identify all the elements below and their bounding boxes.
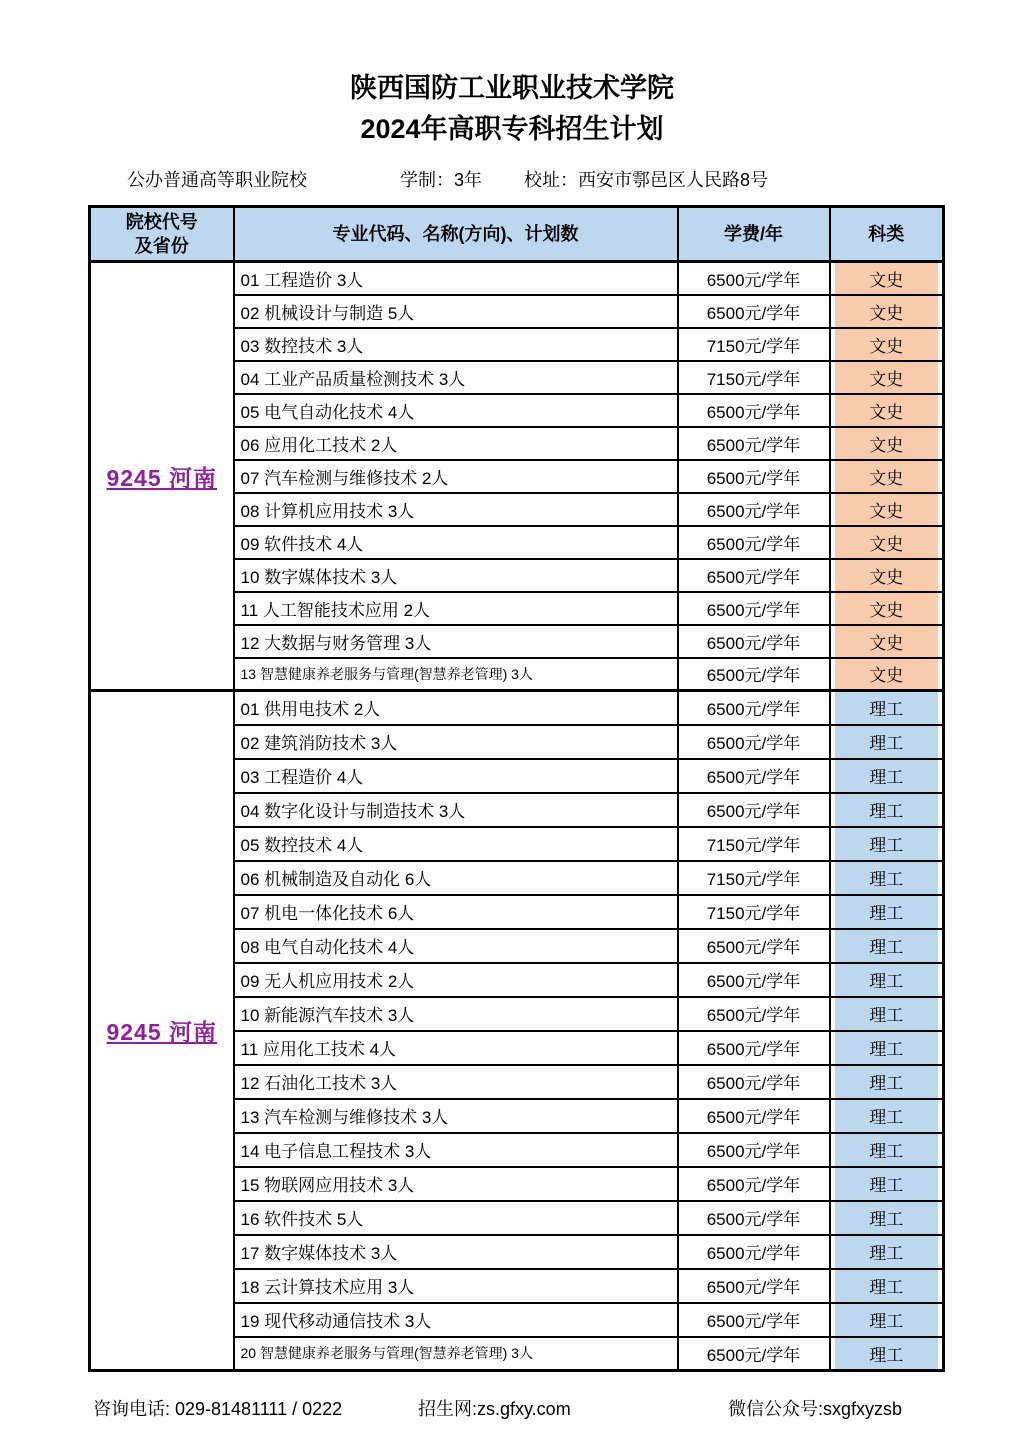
fee-cell: 6500元/学年 — [678, 1133, 830, 1167]
fee-cell: 6500元/学年 — [678, 691, 830, 725]
major-cell: 01 工程造价 3人 — [234, 262, 678, 295]
admission-plan-table — [88, 205, 945, 1372]
admission-website: 招生网:zs.gfxy.com — [418, 1399, 571, 1419]
school-address: 校址：西安市鄠邑区人民路8号 — [524, 170, 769, 190]
school-type: 公办普通高等职业院校 — [127, 170, 307, 190]
fee-cell: 6500元/学年 — [678, 295, 830, 328]
major-cell: 04 工业产品质量检测技术 3人 — [234, 361, 678, 394]
table-header-row — [90, 207, 944, 262]
plan-title: 2024年高职专科招生计划 — [360, 114, 664, 144]
fee-cell: 6500元/学年 — [678, 1235, 830, 1269]
category-cell: 理工 — [830, 1337, 944, 1371]
category-cell: 文史 — [830, 394, 944, 427]
fee-cell: 7150元/学年 — [678, 861, 830, 895]
major-cell: 16 软件技术 5人 — [234, 1201, 678, 1235]
category-cell: 理工 — [830, 1269, 944, 1303]
college-code-label: 9245 河南 — [106, 1019, 218, 1045]
major-cell: 13 智慧健康养老服务与管理(智慧养老管理) 3人 — [234, 658, 678, 691]
category-cell: 理工 — [830, 759, 944, 793]
fee-cell: 6500元/学年 — [678, 625, 830, 658]
wechat-account: 微信公众号:sxgfxyzsb — [728, 1399, 903, 1419]
category-cell: 理工 — [830, 793, 944, 827]
major-cell: 18 云计算技术应用 3人 — [234, 1269, 678, 1303]
major-cell: 10 新能源汽车技术 3人 — [234, 997, 678, 1031]
fee-cell: 6500元/学年 — [678, 658, 830, 691]
category-cell: 理工 — [830, 1303, 944, 1337]
major-cell: 07 机电一体化技术 6人 — [234, 895, 678, 929]
category-cell: 文史 — [830, 427, 944, 460]
table-body — [90, 262, 944, 1371]
major-cell: 12 大数据与财务管理 3人 — [234, 625, 678, 658]
fee-cell: 6500元/学年 — [678, 1269, 830, 1303]
major-cell: 06 机械制造及自动化 6人 — [234, 861, 678, 895]
category-cell: 理工 — [830, 1065, 944, 1099]
fee-cell: 6500元/学年 — [678, 493, 830, 526]
category-cell: 理工 — [830, 895, 944, 929]
category-cell: 理工 — [830, 691, 944, 725]
major-cell: 10 数字媒体技术 3人 — [234, 559, 678, 592]
fee-cell: 6500元/学年 — [678, 262, 830, 295]
fee-cell: 6500元/学年 — [678, 1167, 830, 1201]
major-cell: 09 软件技术 4人 — [234, 526, 678, 559]
header-major: 专业代码、名称(方向)、计划数 — [234, 207, 678, 262]
fee-cell: 6500元/学年 — [678, 1031, 830, 1065]
major-cell: 05 电气自动化技术 4人 — [234, 394, 678, 427]
fee-cell: 6500元/学年 — [678, 793, 830, 827]
category-cell: 理工 — [830, 929, 944, 963]
major-cell: 14 电子信息工程技术 3人 — [234, 1133, 678, 1167]
fee-cell: 6500元/学年 — [678, 526, 830, 559]
major-cell: 03 工程造价 4人 — [234, 759, 678, 793]
major-cell: 07 汽车检测与维修技术 2人 — [234, 460, 678, 493]
category-cell: 文史 — [830, 592, 944, 625]
college-code-label: 9245 河南 — [106, 464, 218, 491]
category-cell: 文史 — [830, 328, 944, 361]
table-row — [90, 262, 944, 295]
major-cell: 02 机械设计与制造 5人 — [234, 295, 678, 328]
fee-cell: 6500元/学年 — [678, 1065, 830, 1099]
fee-cell: 6500元/学年 — [678, 592, 830, 625]
category-cell: 理工 — [830, 1235, 944, 1269]
category-cell: 理工 — [830, 1167, 944, 1201]
major-cell: 11 应用化工技术 4人 — [234, 1031, 678, 1065]
category-cell: 理工 — [830, 1099, 944, 1133]
major-cell: 08 电气自动化技术 4人 — [234, 929, 678, 963]
major-cell: 03 数控技术 3人 — [234, 328, 678, 361]
fee-cell: 6500元/学年 — [678, 1201, 830, 1235]
fee-cell: 6500元/学年 — [678, 1099, 830, 1133]
major-cell: 20 智慧健康养老服务与管理(智慧养老管理) 3人 — [234, 1337, 678, 1371]
major-cell: 11 人工智能技术应用 2人 — [234, 592, 678, 625]
major-cell: 15 物联网应用技术 3人 — [234, 1167, 678, 1201]
fee-cell: 7150元/学年 — [678, 895, 830, 929]
contact-phone: 咨询电话: 029-81481111 / 0222 — [93, 1399, 343, 1419]
fee-cell: 6500元/学年 — [678, 1303, 830, 1337]
page-footer — [93, 1395, 943, 1419]
category-cell: 文史 — [830, 262, 944, 295]
page-title — [0, 68, 1024, 150]
major-cell: 06 应用化工技术 2人 — [234, 427, 678, 460]
fee-cell: 6500元/学年 — [678, 394, 830, 427]
category-cell: 文史 — [830, 559, 944, 592]
category-cell: 文史 — [830, 493, 944, 526]
major-cell: 19 现代移动通信技术 3人 — [234, 1303, 678, 1337]
school-info-line — [127, 166, 768, 192]
fee-cell: 6500元/学年 — [678, 427, 830, 460]
category-cell: 理工 — [830, 963, 944, 997]
fee-cell: 6500元/学年 — [678, 759, 830, 793]
fee-cell: 6500元/学年 — [678, 559, 830, 592]
major-cell: 08 计算机应用技术 3人 — [234, 493, 678, 526]
fee-cell: 7150元/学年 — [678, 361, 830, 394]
fee-cell: 7150元/学年 — [678, 827, 830, 861]
fee-cell: 6500元/学年 — [678, 460, 830, 493]
fee-cell: 6500元/学年 — [678, 725, 830, 759]
school-name: 陕西国防工业职业技术学院 — [350, 73, 674, 103]
category-cell: 文史 — [830, 526, 944, 559]
category-cell: 理工 — [830, 997, 944, 1031]
fee-cell: 7150元/学年 — [678, 328, 830, 361]
major-cell: 02 建筑消防技术 3人 — [234, 725, 678, 759]
major-cell: 05 数控技术 4人 — [234, 827, 678, 861]
header-fee: 学费/年 — [678, 207, 830, 262]
category-cell: 文史 — [830, 460, 944, 493]
header-category: 科类 — [830, 207, 944, 262]
header-college-code: 院校代号 及省份 — [90, 207, 234, 262]
category-cell: 理工 — [830, 725, 944, 759]
category-cell: 文史 — [830, 625, 944, 658]
category-cell: 理工 — [830, 1031, 944, 1065]
category-cell: 理工 — [830, 861, 944, 895]
major-cell: 13 汽车检测与维修技术 3人 — [234, 1099, 678, 1133]
major-cell: 04 数字化设计与制造技术 3人 — [234, 793, 678, 827]
category-cell: 理工 — [830, 1133, 944, 1167]
schooling-duration: 学制：3年 — [400, 170, 483, 190]
major-cell: 17 数字媒体技术 3人 — [234, 1235, 678, 1269]
major-cell: 12 石油化工技术 3人 — [234, 1065, 678, 1099]
category-cell: 理工 — [830, 827, 944, 861]
fee-cell: 6500元/学年 — [678, 997, 830, 1031]
category-cell: 文史 — [830, 658, 944, 691]
major-cell: 09 无人机应用技术 2人 — [234, 963, 678, 997]
major-cell: 01 供用电技术 2人 — [234, 691, 678, 725]
category-cell: 文史 — [830, 295, 944, 328]
fee-cell: 6500元/学年 — [678, 1337, 830, 1371]
fee-cell: 6500元/学年 — [678, 963, 830, 997]
category-cell: 文史 — [830, 361, 944, 394]
college-code-cell — [90, 691, 234, 1371]
college-code-cell — [90, 262, 234, 691]
fee-cell: 6500元/学年 — [678, 929, 830, 963]
category-cell: 理工 — [830, 1201, 944, 1235]
table-row — [90, 691, 944, 725]
